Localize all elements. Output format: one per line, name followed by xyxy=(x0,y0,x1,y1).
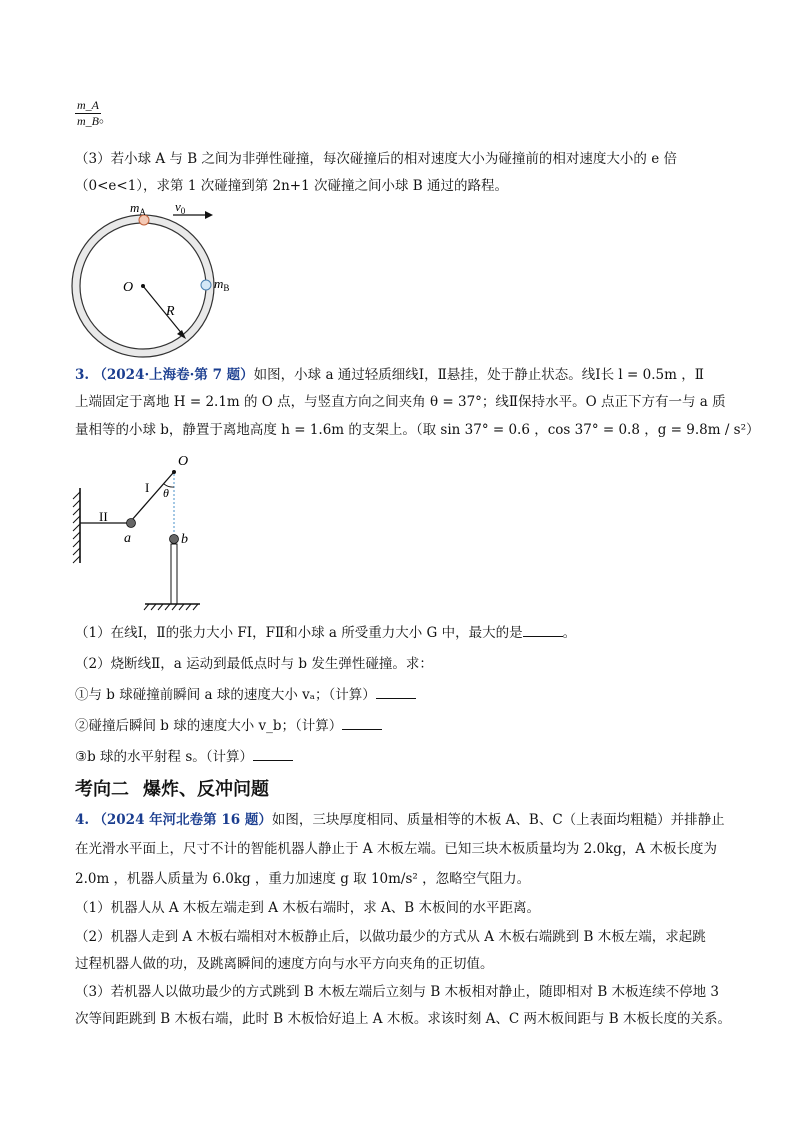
support-post xyxy=(171,544,177,604)
ball-b xyxy=(170,535,179,544)
q4-part3-line2: 次等间距跳到 B 木板右端，此时 B 木板恰好追上 A 木板。求该时刻 A、C 两木板间距与 B 木板长度的关系。 xyxy=(75,1011,732,1027)
q4-number: 4. xyxy=(75,812,90,828)
fraction-numerator: m_A xyxy=(77,98,99,112)
q2-part3-line2: （0<e<1），求第 1 次碰撞到第 2n+1 次碰撞之间小球 B 通过的路程。 xyxy=(75,178,508,194)
label-a: a xyxy=(124,531,131,546)
q4-part3-line1: （3）若机器人以做功最少的方式跳到 B 木板左端后立刻与 B 木板相对静止，随即相对 B 木板连续不停地 3 xyxy=(75,984,719,1000)
q4-part2-line2: 过程机器人做的功，及跳离瞬间的速度方向与水平方向夹角的正切值。 xyxy=(75,956,494,972)
q4-part1: （1）机器人从 A 木板左端走到 A 木板右端时，求 A、B 木板间的水平距离。 xyxy=(75,900,541,916)
q3-part1-text: （1）在线Ⅰ，Ⅱ的张力大小 FⅠ，FⅡ和小球 a 所受重力大小 G 中，最大的是 xyxy=(75,625,523,641)
label-mB: $m_B$ xyxy=(214,276,230,293)
fraction-suffix: 。 xyxy=(99,111,113,126)
label-R: R xyxy=(166,304,175,319)
ball-a xyxy=(127,519,136,528)
pendulum-figure xyxy=(65,450,215,612)
q3-sub1-text: ①与 b 球碰撞前瞬间 a 球的速度大小 vₐ；（计算） xyxy=(75,687,376,703)
answer-blank[interactable] xyxy=(253,748,293,761)
ball-b xyxy=(201,280,211,290)
q4-source: （2024 年河北卷第 16 题） xyxy=(93,812,272,828)
q3-sub3 xyxy=(75,748,293,766)
q4-line1-text: 如图，三块厚度相同、质量相等的木板 A、B、C（上表面均粗糙）并排静止 xyxy=(271,812,725,828)
answer-blank[interactable] xyxy=(376,686,416,699)
q4-line1 xyxy=(75,811,725,829)
q3-source: （2024·上海卷·第 7 题） xyxy=(93,367,254,383)
section-title: 爆炸、反冲问题 xyxy=(143,779,269,800)
q3-line1-text: 如图，小球 a 通过轻质细线Ⅰ，Ⅱ悬挂，处于静止状态。线Ⅰ长 l = 0.5m ，Ⅱ xyxy=(253,367,704,383)
label-mA: $m_A$ xyxy=(130,200,146,217)
q3-sub3-text: ③b 球的水平射程 s。（计算） xyxy=(75,749,254,765)
label-theta: θ xyxy=(163,486,169,500)
section-label: 考向二 xyxy=(75,779,129,800)
q3-part2: （2）烧断线Ⅱ，a 运动到最低点时与 b 发生弹性碰撞。求： xyxy=(75,656,433,672)
q3-sub1 xyxy=(75,686,416,704)
pivot-O xyxy=(172,470,176,474)
mass-ratio-fraction xyxy=(75,98,101,129)
q3-part1-end: 。 xyxy=(562,625,577,641)
label-b: b xyxy=(181,532,188,547)
velocity-arrowhead xyxy=(205,211,213,219)
label-O: O xyxy=(123,280,134,295)
q3-sub2 xyxy=(75,717,382,735)
label-II: II xyxy=(99,509,108,524)
ring-figure xyxy=(65,198,230,358)
ground-hatching xyxy=(144,604,198,610)
answer-blank[interactable] xyxy=(523,624,563,637)
q4-line3: 2.0m ，机器人质量为 6.0kg ，重力加速度 g 取 10m/s² ，忽略空气阻力。 xyxy=(75,871,531,887)
label-O: O xyxy=(178,454,189,469)
label-I: I xyxy=(145,480,150,495)
q3-sub2-text: ②碰撞后瞬间 b 球的速度大小 v_b；（计算） xyxy=(75,718,343,734)
q2-part3-line1: （3）若小球 A 与 B 之间为非弹性碰撞，每次碰撞后的相对速度大小为碰撞前的相对速度大小的 e 倍 xyxy=(75,151,677,167)
fraction-denominator: m_B xyxy=(77,114,99,128)
section-heading xyxy=(75,775,283,801)
q3-line2: 上端固定于离地 H = 2.1m 的 O 点，与竖直方向之间夹角 θ = 37°；线Ⅱ保持水平。O 点正下方有一与 a 质 xyxy=(75,394,726,410)
wall-hatching xyxy=(73,492,80,563)
answer-blank[interactable] xyxy=(342,717,382,730)
q3-number: 3. xyxy=(75,367,90,383)
q3-part1 xyxy=(75,624,576,642)
q4-line2: 在光滑水平面上，尺寸不计的智能机器人静止于 A 木板左端。已知三块木板质量均为 2.0kg，A 木板长度为 xyxy=(75,841,717,857)
q3-line3: 量相等的小球 b，静置于离地高度 h = 1.6m 的支架上。（取 sin 37° = 0.6 ，cos 37° = 0.8 ，g = 9.8m / s²） xyxy=(75,422,760,438)
q3-line1 xyxy=(75,366,704,384)
label-v0: $v_0$ xyxy=(175,199,186,216)
q4-part2-line1: （2）机器人走到 A 木板右端相对木板静止后，以做功最少的方式从 A 木板右端跳到 B 木板左端，求起跳 xyxy=(75,929,706,945)
